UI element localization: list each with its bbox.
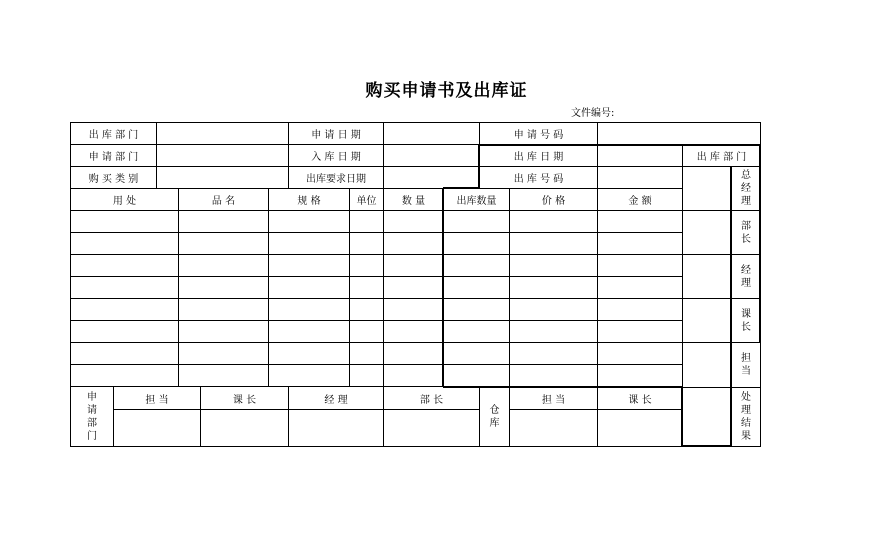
col-header-spec: 规 格 [297,196,321,207]
page-title: 购买申请书及出库证 [365,81,528,101]
bottom-result: 处 理 结 果 [741,392,751,442]
bottom-label-in-charge: 担 当 [145,395,169,406]
col-header-amount: 金 额 [628,196,652,207]
col-header-unit: 单位 [356,196,377,207]
approval-manager: 经 理 [741,264,751,289]
approval-dept-head: 部 长 [741,220,751,245]
bottom-warehouse: 仓 库 [489,405,500,429]
label-purchase-type: 购 买 类 别 [88,174,139,185]
col-header-qty: 数 量 [401,196,426,207]
label-request-dept: 申 请 部 门 [88,152,139,163]
bottom-request-dept: 申 请 部 门 [87,392,97,442]
bottom-label-dept-head: 部 长 [419,395,444,406]
col-header-out-qty: 出库数量 [456,196,497,207]
bottom-label-section-chief: 课 长 [232,395,257,406]
bottom-label-manager: 经 理 [324,395,348,406]
label-in-date: 入 库 日 期 [311,152,361,163]
label-out-request-date: 出库要求日期 [306,174,366,185]
label-out-dept: 出 库 部 门 [88,130,139,141]
col-header-product: 品 名 [211,196,236,207]
label-apply-date: 申 请 日 期 [311,130,361,141]
bottom-label-wh-in-charge: 担 当 [541,395,566,406]
label-out-number: 出 库 号 码 [513,174,564,185]
approval-general-manager: 总 经 理 [741,170,751,207]
col-header-price: 价 格 [541,196,566,207]
label-apply-number: 申 请 号 码 [513,130,564,141]
bottom-label-wh-section-chief: 课 长 [628,395,652,406]
approval-in-charge: 担 当 [741,353,751,377]
label-out-date: 出 库 日 期 [513,152,564,163]
col-header-use: 用 处 [112,196,137,207]
file-number-label: 文件编号: [571,108,615,119]
approval-section-chief: 课 长 [741,308,751,333]
label-out-dept-right: 出 库 部 门 [696,152,747,163]
